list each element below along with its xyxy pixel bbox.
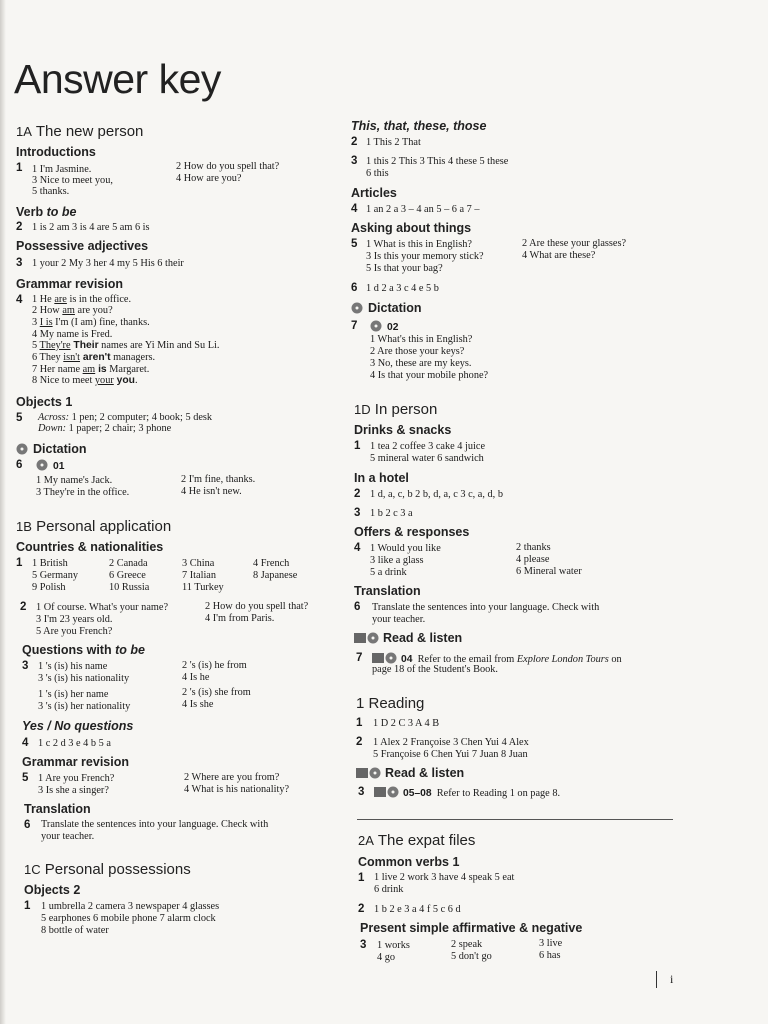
section-verb-to-be: Verb to be [16, 205, 77, 219]
answer-line: 4 What is his nationality? [184, 784, 290, 795]
exercise-number: 2 [358, 903, 365, 915]
answer-line: page 18 of the Student's Book. [372, 664, 498, 675]
exercise-number: 6 [24, 819, 31, 831]
page-edge-shadow [0, 0, 6, 1024]
answer-line: 4 He isn't new. [181, 486, 242, 497]
answer-line: Down: 1 paper; 2 chair; 3 phone [38, 423, 172, 434]
answer-line: 8 bottle of water [41, 925, 109, 936]
answer-line: 2 How am are you? [32, 305, 113, 316]
exercise-number: 2 [354, 488, 361, 500]
answer-line: 3 live [539, 938, 563, 949]
answer-line: your teacher. [372, 614, 426, 625]
exercise-number: 6 [354, 601, 361, 613]
exercise-number: 4 [354, 542, 361, 554]
answer-line: 11 Turkey [182, 582, 224, 593]
page-number: i [670, 972, 674, 986]
answer-line: 6 this [366, 168, 389, 179]
answer-line: 05–08 Refer to Reading 1 on page 8. [374, 786, 560, 799]
answer-line: 1 an 2 a 3 – 4 an 5 – 6 a 7 – [366, 204, 480, 215]
answer-line: 3 's (is) her nationality [38, 701, 131, 712]
page-title: Answer key [14, 56, 221, 102]
answer-line: 1 b 2 c 3 a [370, 508, 413, 519]
book-cd-icon [354, 632, 380, 644]
answer-line: 4 please [516, 554, 550, 565]
answer-line: 6 Greece [109, 570, 146, 581]
track-label: 02 [370, 320, 398, 333]
answer-line: 9 Polish [32, 582, 66, 593]
unit-1a-heading: 1A The new person [16, 123, 144, 140]
section-possessive-adjectives: Possessive adjectives [16, 239, 149, 253]
answer-line: 1 What is this in English? [366, 239, 472, 250]
answer-line: 3 They're in the office. [36, 487, 130, 498]
answer-line: 10 Russia [109, 582, 150, 593]
audio-cd-icon [351, 302, 365, 314]
section-countries-nationalities: Countries & nationalities [16, 540, 164, 554]
answer-line: 1 I'm Jasmine. [32, 164, 92, 175]
section-yes-no-questions: Yes / No questions [22, 719, 134, 733]
answer-line: 2 thanks [516, 542, 551, 553]
section-articles: Articles [351, 186, 397, 200]
exercise-number: 1 [358, 872, 365, 884]
answer-line: 5 don't go [451, 951, 492, 962]
answer-line: 1 umbrella 2 camera 3 newspaper 4 glasses [41, 901, 220, 912]
exercise-number: 1 [16, 557, 23, 569]
answer-line: 1 is 2 am 3 is 4 are 5 am 6 is [32, 222, 150, 233]
answer-line: 8 Nice to meet your you. [32, 375, 138, 386]
audio-cd-icon [36, 459, 50, 471]
answer-line: 1 British [32, 558, 68, 569]
exercise-number: 2 [20, 601, 27, 613]
section-translation: Translation [354, 584, 421, 598]
answer-line: 5 Is that your bag? [366, 263, 443, 274]
section-read-listen: Read & listen [356, 766, 464, 780]
answer-line: 3 No, these are my keys. [370, 358, 472, 369]
answer-line: 3 like a glass [370, 555, 424, 566]
exercise-number: 1 [356, 717, 363, 729]
exercise-number: 5 [22, 772, 29, 784]
section-grammar-revision: Grammar revision [16, 277, 123, 291]
exercise-number: 1 [24, 900, 31, 912]
answer-line: 1 Of course. What's your name? [36, 602, 169, 613]
exercise-number: 5 [351, 238, 358, 250]
exercise-number: 2 [351, 136, 358, 148]
answer-line: 3 Is she a singer? [38, 785, 109, 796]
answer-line: 1 d 2 a 3 c 4 e 5 b [366, 283, 439, 294]
unit-1c-heading: 1C Personal possessions [24, 861, 191, 878]
exercise-number: 1 [354, 440, 361, 452]
section-objects-2: Objects 2 [24, 883, 81, 897]
answer-line: 3 I is I'm (I am) fine, thanks. [32, 317, 150, 328]
answer-line: 2 speak [451, 939, 483, 950]
answer-line: 6 Mineral water [516, 566, 582, 577]
page-number-bar [656, 971, 657, 988]
answer-line: 5 Germany [32, 570, 79, 581]
unit-1b-heading: 1B Personal application [16, 518, 172, 535]
answer-line: 1 tea 2 coffee 3 cake 4 juice [370, 441, 486, 452]
answer-line: 3 China [182, 558, 215, 569]
answer-line: 1 's (is) her name [38, 689, 109, 700]
answer-line: Translate the sentences into your language. Check with [372, 602, 600, 613]
answer-line: 8 Japanese [253, 570, 298, 581]
answer-line: 1 c 2 d 3 e 4 b 5 a [38, 738, 111, 749]
audio-cd-icon [370, 320, 384, 332]
section-objects-1: Objects 1 [16, 395, 73, 409]
section-offers-responses: Offers & responses [354, 525, 470, 539]
answer-line: 5 Françoise 6 Chen Yui 7 Juan 8 Juan [373, 749, 528, 760]
answer-line: 1 My name's Jack. [36, 475, 113, 486]
section-in-a-hotel: In a hotel [354, 471, 409, 485]
answer-line: your teacher. [41, 831, 95, 842]
answer-line: 2 I'm fine, thanks. [181, 474, 256, 485]
answer-line: 2 Are those your keys? [370, 346, 465, 357]
answer-line: 4 I'm from Paris. [205, 613, 275, 624]
answer-line: Across: 1 pen; 2 computer; 4 book; 5 desk [38, 412, 213, 423]
exercise-number: 2 [16, 221, 23, 233]
section-asking-about-things: Asking about things [351, 221, 472, 235]
answer-line: 1 live 2 work 3 have 4 speak 5 eat [374, 872, 515, 883]
answer-line: 4 How are you? [176, 173, 242, 184]
exercise-number: 3 [22, 660, 29, 672]
exercise-number: 4 [22, 737, 29, 749]
exercise-number: 3 [354, 507, 361, 519]
section-present-simple: Present simple affirmative & negative [360, 921, 583, 935]
answer-line: 5 earphones 6 mobile phone 7 alarm clock [41, 913, 216, 924]
exercise-number: 6 [16, 459, 23, 471]
answer-line: 2 's (is) he from [182, 660, 247, 671]
section-divider [357, 819, 673, 820]
answer-line: 6 drink [374, 884, 404, 895]
answer-line: 1 this 2 This 3 This 4 these 5 these [366, 156, 509, 167]
answer-line: 5 mineral water 6 sandwich [370, 453, 484, 464]
answer-line: 1 Are you French? [38, 773, 115, 784]
answer-line: 4 My name is Fred. [32, 329, 113, 340]
section-dictation: Dictation [16, 442, 86, 456]
section-introductions: Introductions [16, 145, 96, 159]
section-common-verbs-1: Common verbs 1 [358, 855, 460, 869]
book-cd-icon [372, 652, 398, 664]
answer-line: 2 Where are you from? [184, 772, 280, 783]
book-cd-icon [356, 767, 382, 779]
answer-line: 1 D 2 C 3 A 4 B [373, 718, 440, 729]
answer-line: 4 Is he [182, 672, 210, 683]
answer-line: 1 This 2 That [366, 137, 421, 148]
section-translation: Translation [24, 802, 91, 816]
answer-line: 4 Is she [182, 699, 214, 710]
exercise-number: 2 [356, 736, 363, 748]
answer-line: 6 has [539, 950, 561, 961]
answer-line: 3 Nice to meet you, [32, 175, 113, 186]
section-dictation: Dictation [351, 301, 421, 315]
answer-line: 5 thanks. [32, 186, 70, 197]
answer-line: 2 Are these your glasses? [522, 238, 627, 249]
audio-cd-icon [16, 443, 30, 455]
answer-line: 6 They isn't aren't managers. [32, 352, 156, 363]
exercise-number: 3 [351, 155, 358, 167]
answer-line: 5 a drink [370, 567, 407, 578]
answer-line: 1 works [377, 940, 410, 951]
answer-line: 7 Her name am is Margaret. [32, 364, 150, 375]
answer-line: 5 They're Their names are Yi Min and Su Li. [32, 340, 220, 351]
answer-line: 2 's (is) she from [182, 687, 251, 698]
exercise-number: 3 [358, 786, 365, 798]
exercise-number: 6 [351, 282, 358, 294]
answer-line: 7 Italian [182, 570, 217, 581]
section-grammar-revision: Grammar revision [22, 755, 129, 769]
answer-line: 3 Is this your memory stick? [366, 251, 484, 262]
exercise-number: 7 [356, 652, 363, 664]
answer-line: Translate the sentences into your language. Check with [41, 819, 269, 830]
answer-line: 2 How do you spell that? [205, 601, 309, 612]
answer-line: 4 Is that your mobile phone? [370, 370, 489, 381]
answer-line: 4 What are these? [522, 250, 596, 261]
exercise-number: 7 [351, 320, 358, 332]
exercise-number: 3 [360, 939, 367, 951]
answer-line: 4 go [377, 952, 396, 963]
answer-line: 1 Alex 2 Françoise 3 Chen Yui 4 Alex [373, 737, 529, 748]
exercise-number: 3 [16, 257, 23, 269]
answer-line: 5 Are you French? [36, 626, 113, 637]
exercise-number: 4 [16, 294, 23, 306]
answer-line: 1 your 2 My 3 her 4 my 5 His 6 their [32, 258, 184, 269]
answer-line: 1 d, a, c, b 2 b, d, a, c 3 c, a, d, b [370, 489, 503, 500]
answer-line: 3 I'm 23 years old. [36, 614, 113, 625]
section-drinks-snacks: Drinks & snacks [354, 423, 452, 437]
answer-line: 3 's (is) his nationality [38, 673, 130, 684]
answer-line: 4 French [253, 558, 290, 569]
answer-line: 2 Canada [109, 558, 148, 569]
track-label: 01 [36, 459, 64, 472]
answer-line: 1 What's this in English? [370, 334, 473, 345]
unit-1d-heading: 1D In person [354, 401, 438, 418]
section-questions-to-be: Questions with to be [22, 643, 145, 657]
section-read-listen: Read & listen [354, 631, 462, 645]
answer-line: 1 's (is) his name [38, 661, 108, 672]
exercise-number: 4 [351, 203, 358, 215]
book-cd-icon [374, 786, 400, 798]
answer-line: 2 How do you spell that? [176, 161, 280, 172]
answer-line: 04 Refer to the email from Explore London Tours on [372, 652, 622, 665]
answer-line: 1 Would you like [370, 543, 441, 554]
exercise-number: 5 [16, 412, 23, 424]
unit-2a-heading: 2A The expat files [358, 832, 476, 849]
section-this-that-these-those: This, that, these, those [351, 119, 487, 133]
reading-1-heading: 1 Reading [356, 695, 425, 712]
answer-line: 1 b 2 e 3 a 4 f 5 c 6 d [374, 904, 461, 915]
answer-line: 1 He are is in the office. [32, 294, 132, 305]
exercise-number: 1 [16, 162, 23, 174]
